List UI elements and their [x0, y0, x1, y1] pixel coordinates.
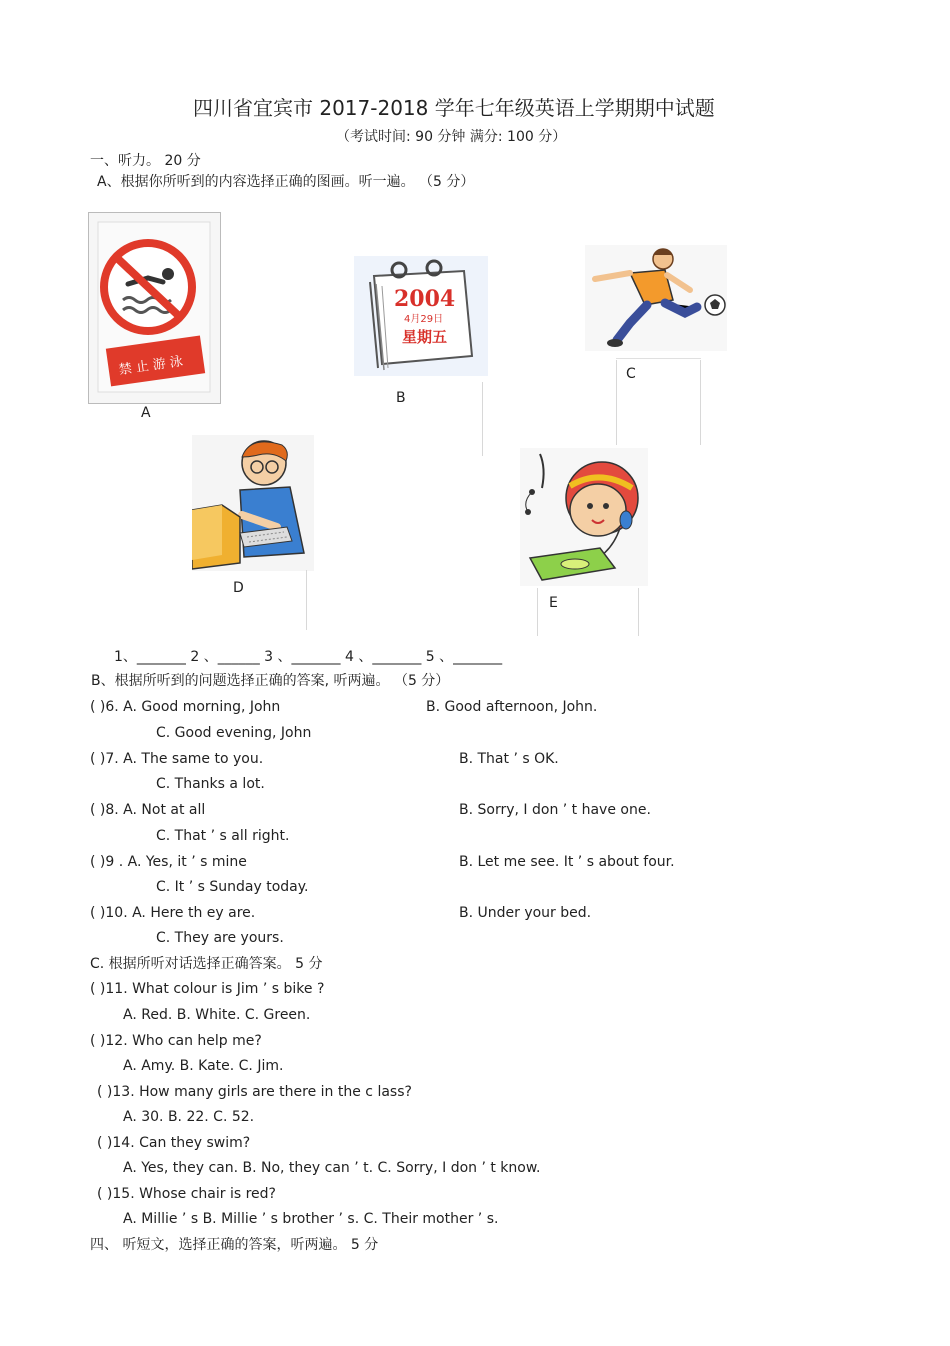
question-15: ( )15. Whose chair is red? — [97, 1186, 276, 1202]
exam-info: （考试时间: 90 分钟 满分: 100 分） — [336, 129, 567, 145]
question-9-option-b: B. Let me see. It ’ s about four. — [459, 854, 675, 870]
divider — [537, 588, 538, 636]
picture-a-label: A — [141, 405, 151, 421]
question-10: ( )10. A. Here th ey are. — [90, 905, 256, 921]
sign-text: 禁 止 游 泳 — [117, 354, 184, 379]
section-1-heading: 一、听力。 20 分 — [90, 153, 201, 169]
question-8-option-c: C. That ’ s all right. — [156, 828, 290, 844]
answer-blanks-1-5[interactable]: 1、_______ 2 、______ 3 、_______ 4 、_______ 5 、_______ — [114, 649, 503, 665]
divider — [700, 360, 701, 445]
divider — [616, 358, 701, 359]
page-title: 四川省宜宾市 2017-2018 学年七年级英语上学期期中试题 — [193, 96, 715, 120]
question-13: ( )13. How many girls are there in the c lass? — [97, 1084, 412, 1100]
picture-c-boy-kicking-ball — [585, 245, 727, 351]
question-9-option-c: C. It ’ s Sunday today. — [156, 879, 309, 895]
picture-d-label: D — [233, 580, 244, 596]
divider — [306, 570, 307, 630]
calendar-weekday: 星期五 — [402, 328, 448, 346]
picture-e-label: E — [549, 595, 558, 611]
section-4-heading: 四、 听短文，选择正确的答案，听两遍。 5 分 — [90, 1237, 379, 1253]
question-8-option-b: B. Sorry, I don ’ t have one. — [459, 802, 651, 818]
question-14: ( )14. Can they swim? — [97, 1135, 251, 1151]
question-11: ( )11. What colour is Jim ’ s bike ? — [90, 981, 325, 997]
divider — [482, 382, 483, 456]
question-11-options: A. Red. B. White. C. Green. — [123, 1007, 311, 1023]
question-10-option-b: B. Under your bed. — [459, 905, 592, 921]
picture-e-girl-with-headphones — [520, 448, 648, 586]
picture-c-label: C — [626, 366, 636, 382]
calendar-date: 4月29日 — [404, 314, 444, 325]
part-a-instruction: A、根据你所听到的内容选择正确的图画。听一遍。 （5 分） — [97, 174, 475, 190]
question-12: ( )12. Who can help me? — [90, 1033, 262, 1049]
question-7-option-c: C. Thanks a lot. — [156, 776, 265, 792]
question-7: ( )7. A. The same to you. — [90, 751, 264, 767]
part-c-instruction: C. 根据所听对话选择正确答案。 5 分 — [90, 956, 323, 972]
divider — [616, 360, 617, 445]
divider — [638, 588, 639, 636]
part-b-instruction: B、根据所听到的问题选择正确的答案, 听两遍。 （5 分） — [91, 673, 450, 689]
calendar-year: 2004 — [394, 286, 456, 312]
picture-d-boy-using-computer — [192, 435, 314, 571]
question-15-options: A. Millie ’ s B. Millie ’ s brother ’ s. C. Their mother ’ s. — [123, 1211, 499, 1227]
question-8: ( )8. A. Not at all — [90, 802, 206, 818]
picture-b-calendar — [354, 256, 488, 376]
question-6: ( )6. A. Good morning, John — [90, 699, 281, 715]
question-12-options: A. Amy. B. Kate. C. Jim. — [123, 1058, 284, 1074]
question-7-option-b: B. That ’ s OK. — [459, 751, 559, 767]
question-6-option-b: B. Good afternoon, John. — [426, 699, 598, 715]
question-6-option-c: C. Good evening, John — [156, 725, 312, 741]
picture-a-no-swimming-sign — [88, 212, 221, 404]
question-13-options: A. 30. B. 22. C. 52. — [123, 1109, 255, 1125]
question-9: ( )9 . A. Yes, it ’ s mine — [90, 854, 247, 870]
question-10-option-c: C. They are yours. — [156, 930, 284, 946]
question-14-options: A. Yes, they can. B. No, they can ’ t. C. Sorry, I don ’ t know. — [123, 1160, 541, 1176]
picture-b-label: B — [396, 390, 406, 406]
